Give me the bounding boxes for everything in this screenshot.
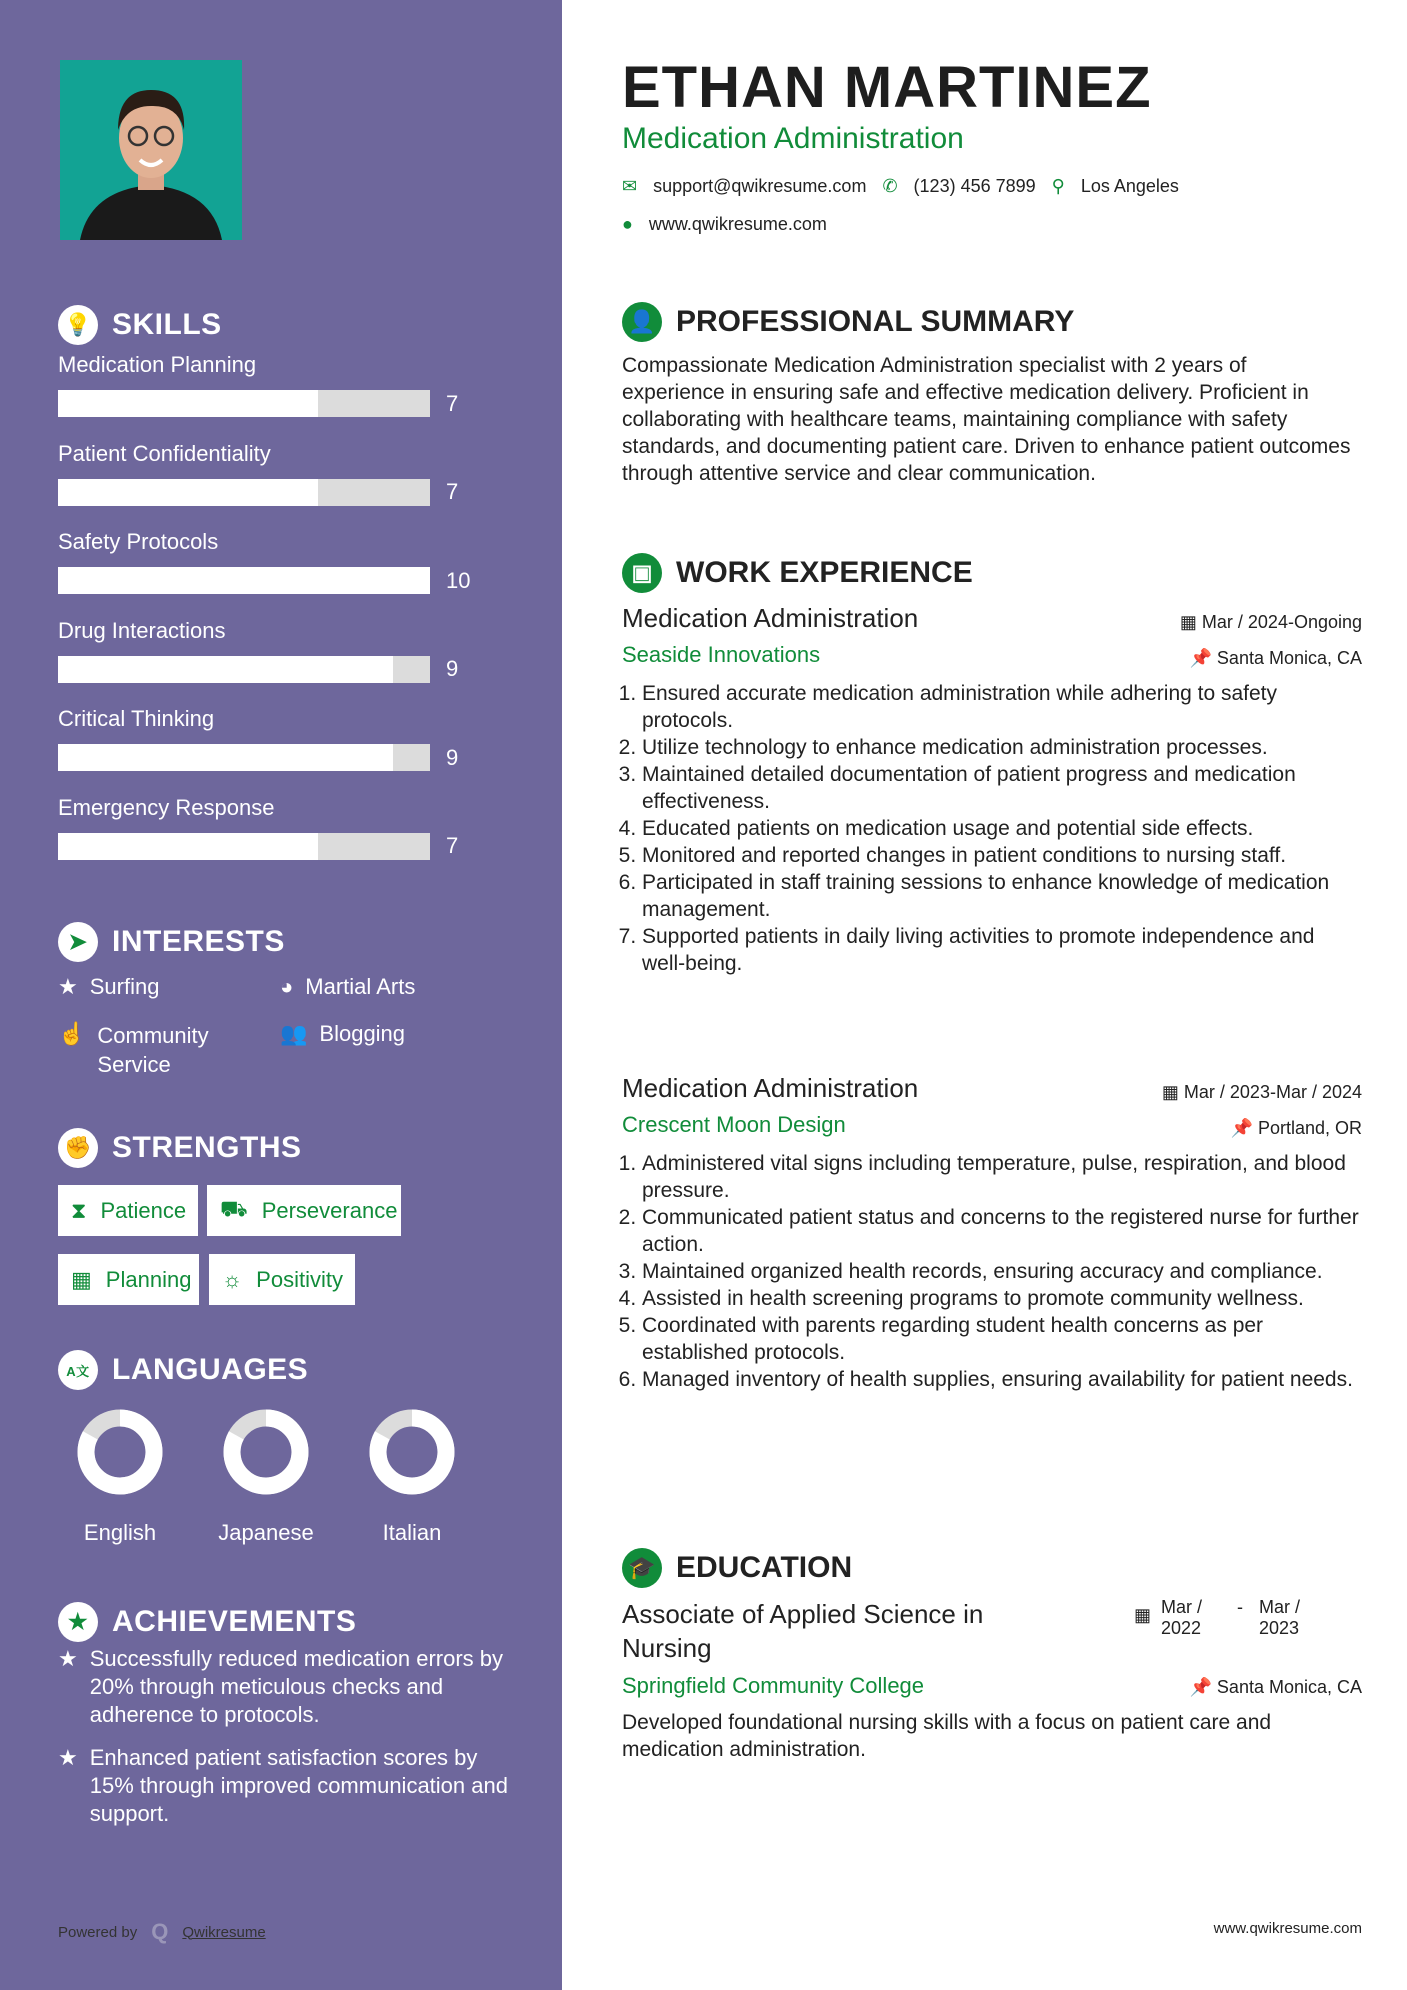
interest-item: 👥 Blogging xyxy=(280,1021,406,1046)
skill-item xyxy=(58,706,508,771)
education-location: 📌 Santa Monica, CA xyxy=(1189,1677,1362,1697)
skill-value: 7 xyxy=(446,479,459,504)
skill-label: Emergency Response xyxy=(58,794,275,820)
skill-value: 10 xyxy=(446,567,471,593)
languages-heading: A文 LANGUAGES xyxy=(58,1350,308,1390)
users-icon: 👥 xyxy=(280,1021,308,1046)
skill-bar xyxy=(58,390,430,417)
skill-bar xyxy=(58,656,430,683)
language-item xyxy=(352,1402,472,1546)
translate-icon: A文 xyxy=(58,1350,98,1390)
degree: Associate of Applied Science in Nursing xyxy=(622,1599,984,1663)
star-badge-icon: ★ xyxy=(58,1602,98,1642)
job-date: ▦ Mar / 2023-Mar / 2024 xyxy=(1161,1082,1362,1102)
star-icon: ★ xyxy=(58,974,78,999)
skill-item xyxy=(58,441,508,506)
language-donut xyxy=(362,1402,462,1502)
map-marker-icon: ⚲ xyxy=(1051,176,1065,196)
skill-item xyxy=(58,529,508,594)
job-location: 📌 Santa Monica, CA xyxy=(1189,648,1362,668)
pin-icon: 📌 xyxy=(1230,1118,1253,1138)
graduate-icon: 🎓 xyxy=(622,1548,662,1588)
user-icon: 👤 xyxy=(622,302,662,342)
interest-item: ◕ Martial Arts xyxy=(280,974,416,999)
job-bullet: 4. Assisted in health screening programs to promote community wellness. xyxy=(642,1285,1362,1312)
job-bullet: 5. Coordinated with parents regarding student health concerns as per established protocols. xyxy=(642,1312,1362,1366)
contact-row xyxy=(622,176,1362,197)
skill-value: 9 xyxy=(446,656,459,681)
achievements-heading: ★ ACHIEVEMENTS xyxy=(58,1602,356,1642)
calendar-icon: ▦ xyxy=(1134,1605,1152,1625)
globe-icon: ● xyxy=(622,214,633,234)
paper-plane-icon: ➤ xyxy=(58,922,98,962)
strength-chip: ⛟ Perseverance xyxy=(207,1185,401,1236)
strengths-heading: ✊ STRENGTHS xyxy=(58,1128,302,1168)
skill-value: 9 xyxy=(446,744,459,770)
sun-icon: ☼ xyxy=(222,1266,243,1292)
fist-icon: ✊ xyxy=(58,1128,98,1168)
language-label: Italian xyxy=(382,1520,442,1545)
job-responsibilities xyxy=(622,680,1362,977)
lightbulb-icon: 💡 xyxy=(58,305,98,345)
job-entry xyxy=(622,603,1362,977)
footer-url[interactable]: www.qwikresume.com xyxy=(1213,1920,1362,1937)
interest-item: ☝ Community Service xyxy=(58,1021,209,1077)
sidebar xyxy=(0,0,562,1990)
strength-chip: ▦ Planning xyxy=(58,1254,199,1305)
skill-bar-fill xyxy=(58,567,430,594)
qwikresume-logo-icon: Q xyxy=(151,1919,169,1944)
job-bullet: 1. Administered vital signs including temperature, pulse, respiration, and blood pressure. xyxy=(642,1150,1362,1204)
achievement-item: ★ Successfully reduced medication errors by 20% through meticulous checks and adherence to protocols. xyxy=(58,1646,504,1727)
education-date: ▦ Mar / 2022 - Mar / 2023 xyxy=(1134,1597,1301,1638)
skill-item xyxy=(58,795,508,860)
interests-heading: ➤ INTERESTS xyxy=(58,922,285,962)
summary-heading: 👤 PROFESSIONAL SUMMARY xyxy=(622,302,1362,342)
hourglass-icon: ⧗ xyxy=(71,1197,87,1223)
skill-label: Safety Protocols xyxy=(58,529,219,554)
skill-bar-fill xyxy=(58,390,318,417)
interest-item: ★ Surfing xyxy=(58,974,160,999)
school: Springfield Community College xyxy=(622,1673,925,1698)
globe-icon: ◕ xyxy=(280,974,294,999)
skill-label: Patient Confidentiality xyxy=(58,440,271,466)
summary-text: Compassionate Medication Administration specialist with 2 years of experience in ensuring safe and effective medication delivery. Proficient in collaborating with healthcare teams, maintaining compliance with safety standards, and documenting patient care. Driven to enhance patient outcomes through attentive service and clear communication. xyxy=(622,354,1351,485)
powered-by: Powered by Q Qwikresume xyxy=(58,1919,266,1944)
skill-item xyxy=(58,618,508,683)
phone-text: (123) 456 7899 xyxy=(913,176,1036,196)
job-bullet: 6. Managed inventory of health supplies, ensuring availability for patient needs. xyxy=(642,1366,1362,1393)
language-label: Japanese xyxy=(218,1520,314,1545)
website-row xyxy=(622,214,1362,235)
calendar-icon: ▦ xyxy=(71,1266,92,1292)
language-label: English xyxy=(83,1520,157,1545)
job-title: Medication Administration xyxy=(622,122,964,155)
skill-value: 7 xyxy=(446,390,459,416)
calendar-icon: ▦ xyxy=(1179,612,1197,632)
experience-heading: ▣ WORK EXPERIENCE xyxy=(622,553,1362,593)
pin-icon: 📌 xyxy=(1189,648,1212,668)
hand-icon: ☝ xyxy=(58,1021,86,1046)
skill-value: 7 xyxy=(446,833,459,858)
skill-bar xyxy=(58,567,430,594)
strength-chip: ⧗ Patience xyxy=(58,1185,198,1236)
education-description: Developed foundational nursing skills with a focus on patient care and medication administration. xyxy=(622,1711,1272,1761)
job-date: ▦ Mar / 2024-Ongoing xyxy=(1179,612,1362,632)
job-bullet: 4. Educated patients on medication usage and potential side effects. xyxy=(642,815,1362,842)
job-position: Medication Administration xyxy=(622,603,919,633)
briefcase-icon: ▣ xyxy=(622,553,662,593)
job-bullet: 3. Maintained organized health records, ensuring accuracy and compliance. xyxy=(642,1258,1362,1285)
achievement-item: ★ Enhanced patient satisfaction scores by 15% through improved communication and support. xyxy=(58,1745,508,1826)
language-item xyxy=(206,1402,326,1546)
skill-bar xyxy=(58,833,430,860)
calendar-icon: ▦ xyxy=(1161,1082,1179,1102)
job-bullet: 5. Monitored and reported changes in patient conditions to nursing staff. xyxy=(642,842,1362,869)
company-name: Crescent Moon Design xyxy=(622,1112,846,1137)
binoculars-icon: ⛟ xyxy=(220,1196,248,1221)
skills-heading: 💡 SKILLS xyxy=(58,305,222,345)
email-link[interactable]: support@qwikresume.com xyxy=(653,176,867,196)
job-position: Medication Administration xyxy=(622,1073,919,1103)
strength-chip: ☼ Positivity xyxy=(209,1254,355,1305)
skill-label: Critical Thinking xyxy=(58,706,215,731)
skill-label: Drug Interactions xyxy=(58,617,226,643)
job-bullet: 2. Utilize technology to enhance medication administration processes. xyxy=(642,734,1362,761)
job-bullet: 7. Supported patients in daily living activities to promote independence and well-being. xyxy=(642,923,1362,977)
language-donut xyxy=(70,1402,170,1502)
profile-photo xyxy=(60,60,242,240)
skill-bar-fill xyxy=(58,744,393,771)
language-donut xyxy=(216,1402,316,1502)
star-icon: ★ xyxy=(58,1646,78,1671)
job-bullet: 3. Maintained detailed documentation of patient progress and medication effectiveness. xyxy=(642,761,1362,815)
skill-bar xyxy=(58,479,430,506)
skill-bar xyxy=(58,744,430,771)
date-separator: - xyxy=(1237,1597,1244,1617)
job-bullet: 6. Participated in staff training sessions to enhance knowledge of medication management. xyxy=(642,869,1362,923)
website-link[interactable]: www.qwikresume.com xyxy=(648,214,827,234)
skill-item xyxy=(58,352,508,417)
job-responsibilities xyxy=(622,1150,1362,1393)
location-text: Los Angeles xyxy=(1080,176,1179,196)
qwikresume-link[interactable]: Qwikresume xyxy=(182,1923,266,1941)
job-location: 📌 Portland, OR xyxy=(1230,1118,1362,1138)
skill-bar-fill xyxy=(58,479,318,506)
candidate-name: ETHAN MARTINEZ xyxy=(622,55,1152,120)
job-bullet: 1. Ensured accurate medication administration while adhering to safety protocols. xyxy=(642,680,1362,734)
language-item xyxy=(60,1402,180,1546)
education-heading: 🎓 EDUCATION xyxy=(622,1548,1362,1588)
phone-icon: ✆ xyxy=(882,176,898,196)
envelope-icon: ✉ xyxy=(622,176,638,196)
skill-bar-fill xyxy=(58,656,393,683)
star-icon: ★ xyxy=(58,1745,78,1770)
job-entry xyxy=(622,1073,1362,1393)
company-name: Seaside Innovations xyxy=(622,642,821,667)
education-entry xyxy=(622,1597,1362,1763)
skill-bar-fill xyxy=(58,833,318,860)
skill-label: Medication Planning xyxy=(58,352,257,377)
job-bullet: 2. Communicated patient status and concerns to the registered nurse for further action. xyxy=(642,1204,1362,1258)
